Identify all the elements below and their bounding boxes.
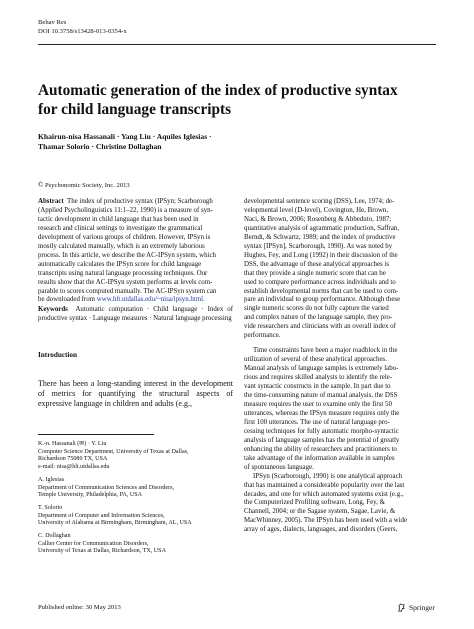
intro-paragraph: There has been a long-standing interest in the development of metrics for quantifying the structural aspects of expressive language in children and adults (e.g.,: [38, 379, 233, 408]
text-line: measure requires the user to examine only the first 50: [244, 400, 392, 408]
text-line: that has maintained a considerable popularity over the last: [244, 481, 405, 489]
right-paragraph-1: [244, 198, 439, 341]
published-date: Published online: 30 May 2013: [38, 604, 121, 611]
text-line: decades, and one for which automated systems exist (e.g.,: [244, 490, 404, 498]
text-line: Berndt, & Schwartz, 1989; and the index of productive: [244, 233, 396, 241]
journal-header: [38, 19, 127, 36]
abstract-line: automatically calculates the IPSyn score for child language: [38, 260, 202, 268]
text-line: quantitative analysis of agrammatic production, Saffran,: [244, 224, 400, 232]
publisher-name: Springer: [409, 603, 435, 612]
text-line: that they provide a single numeric score that can be: [244, 269, 386, 277]
keywords: [38, 306, 233, 324]
affiliation-line: University of Alabama at Birmingham, Birmingham, AL, USA: [38, 520, 192, 527]
affiliation-line: Department of Communication Sciences and Disorders,: [38, 484, 175, 491]
text-line: developmental sentence scoring (DSS), Lee, 1974; de-: [244, 198, 395, 205]
text-line: single numeric scores do not fully capture the varied: [244, 305, 389, 313]
text-line: DSS, the advantage of these analytical approaches is: [244, 260, 390, 268]
text-line: enhancing the ability of researchers and practitioners to: [244, 445, 397, 453]
affiliations: [38, 441, 233, 561]
text-line: MacWhinney, 2005). The IPSyn has been used with a wide: [244, 517, 408, 525]
text-line: of spontaneous language.: [244, 463, 314, 471]
text-line: rious and requires skilled analysts to identify the rele-: [244, 374, 393, 382]
affiliation-line: C. Dollaghan: [38, 533, 71, 540]
paper-title: Automatic generation of the index of productive syntax for child language transcripts: [38, 82, 398, 118]
text-line: vide researchers and clinicians with an overall index of: [244, 323, 396, 331]
text-line: and complex nature of the language sample, they pro-: [244, 314, 393, 322]
abstract-label: Abstract: [38, 198, 64, 205]
copyright-notice: [38, 181, 130, 190]
download-link[interactable]: www.hlt.utdallas.edu/~nisa/ipsyn.html.: [96, 296, 205, 304]
text-line: velopmental level (D-level), Covington, He, Brown,: [244, 206, 389, 214]
text-line: Manual analysis of language samples is extremely labo-: [244, 365, 399, 373]
abstract-line: (Applied Psycholinguistics 11:1–22, 1990) is a measure of syn-: [38, 206, 213, 214]
text-line: pare an individual to group performance. Although these: [244, 296, 401, 304]
keywords-label: Keywords: [38, 306, 68, 313]
authors-line-1: Khairun-nisa Hassanali · Yang Liu · Aquiles Iglesias ·: [38, 132, 212, 141]
text-line: array of ages, dialects, languages, and disorders (Geers,: [244, 526, 398, 534]
affiliation-line: Callier Center for Communication Disorders,: [38, 540, 149, 547]
affiliation-block: [38, 477, 233, 500]
text-line: the Computerized Profiling software, Long, Fey, &: [244, 499, 385, 507]
text-line: utilization of several of these analytical approaches.: [244, 356, 387, 364]
doi[interactable]: DOI 10.3758/s13428-013-0354-x: [38, 27, 127, 35]
text-line: establish developmental norms that can be used to com-: [244, 287, 399, 295]
right-paragraph-2: [244, 347, 439, 472]
affiliation-line: Department of Computer and Information Sciences,: [38, 512, 165, 519]
footnote-rule: [38, 434, 154, 435]
abstract-line: tactic development in child language that has been used in: [38, 215, 199, 223]
affiliation-block: [38, 441, 233, 472]
affiliation-block: [38, 505, 233, 528]
text-line: vant syntactic constructs in the sample. In part due to: [244, 383, 391, 391]
abstract-line: process. In this article, we describe the AC-IPSyn system, which: [38, 251, 216, 259]
affiliation-line: K.-n. Hassanali (✉) · Y. Liu: [38, 441, 107, 447]
abstract-line: mostly calculated manually, which is an extremely laborious: [38, 242, 205, 250]
authors-line-2: Thamar Solorio · Christine Dollaghan: [38, 141, 162, 151]
affiliation-line: T. Solorio: [38, 504, 63, 511]
abstract: [38, 198, 233, 305]
abstract-line: The index of productive syntax (IPSyn; Scarborough: [66, 198, 213, 205]
text-line: utterances, whereas the IPSyn measure requires only the: [244, 409, 400, 417]
abstract-line: research and clinical settings to investigate the grammatical: [38, 224, 203, 232]
springer-horse-icon: [397, 603, 406, 612]
abstract-line: parable to scores computed manually. The AC-IPSyn system can: [38, 287, 217, 295]
copyright-icon: ©: [38, 181, 44, 189]
section-heading: Introduction: [38, 351, 78, 359]
header-rule: [38, 44, 436, 45]
text-line: Naci, & Brown, 2006; Rosenberg & Abbeduto, 1987;: [244, 215, 392, 223]
affiliation-line: University of Texas at Dallas, Richardson, TX, USA: [38, 548, 166, 555]
keywords-text: Automatic computation · Child language · Index of productive syntax · Language measures · Natural language processing: [38, 306, 233, 322]
text-line: syntax [IPSyn], Scarborough, 1990). As was noted by: [244, 242, 393, 250]
abstract-line: development of various groups of children. However, IPSyn is: [38, 233, 211, 241]
author-list: [38, 132, 298, 152]
affiliation-line: Richardson 75080 TX, USA: [38, 456, 108, 463]
right-column: [244, 198, 439, 535]
affiliation-line: Temple University, Philadelphia, PA, USA: [38, 492, 143, 499]
right-paragraph-3: [244, 473, 439, 536]
journal-name: Behav Res: [38, 19, 67, 26]
text-line: take advantage of the information available in samples: [244, 454, 395, 462]
text-line: analysis of language samples has the potential of greatly: [244, 436, 400, 444]
text-line: performance.: [244, 332, 281, 340]
affiliation-block: [38, 533, 233, 556]
copyright-text: Psychonomic Society, Inc. 2013: [44, 182, 130, 189]
abstract-line: be downloaded from: [38, 296, 96, 304]
text-line: first 100 utterances. The use of natural language pro-: [244, 418, 390, 426]
text-line: the time-consuming nature of manual analysis, the DSS: [244, 392, 398, 400]
text-line: used to compare performance across individuals and to: [244, 278, 396, 286]
text-line: IPSyn (Scarborough, 1990) is one analytical approach: [253, 472, 403, 480]
text-line: cessing techniques for fully automatic morpho-syntactic: [244, 427, 399, 435]
text-line: Channell, 2004; or the Sagase system, Sagae, Lavie, &: [244, 508, 396, 516]
affiliation-line: Computer Science Department, University of Texas at Dallas,: [38, 448, 189, 455]
email[interactable]: e-mail: nisa@hlt.utdallas.edu: [38, 464, 110, 471]
text-line: Hughes, Fey, and Long (1992) in their discussion of the: [244, 251, 398, 259]
publisher-logo: [397, 603, 435, 612]
abstract-line: transcripts using natural language processing techniques. Our: [38, 269, 208, 277]
affiliation-line: A. Iglesias: [38, 476, 65, 483]
abstract-line: results show that the AC-IPSyn system performs at levels com-: [38, 278, 213, 286]
text-line: Time constraints have been a major roadblock in the: [253, 347, 398, 355]
